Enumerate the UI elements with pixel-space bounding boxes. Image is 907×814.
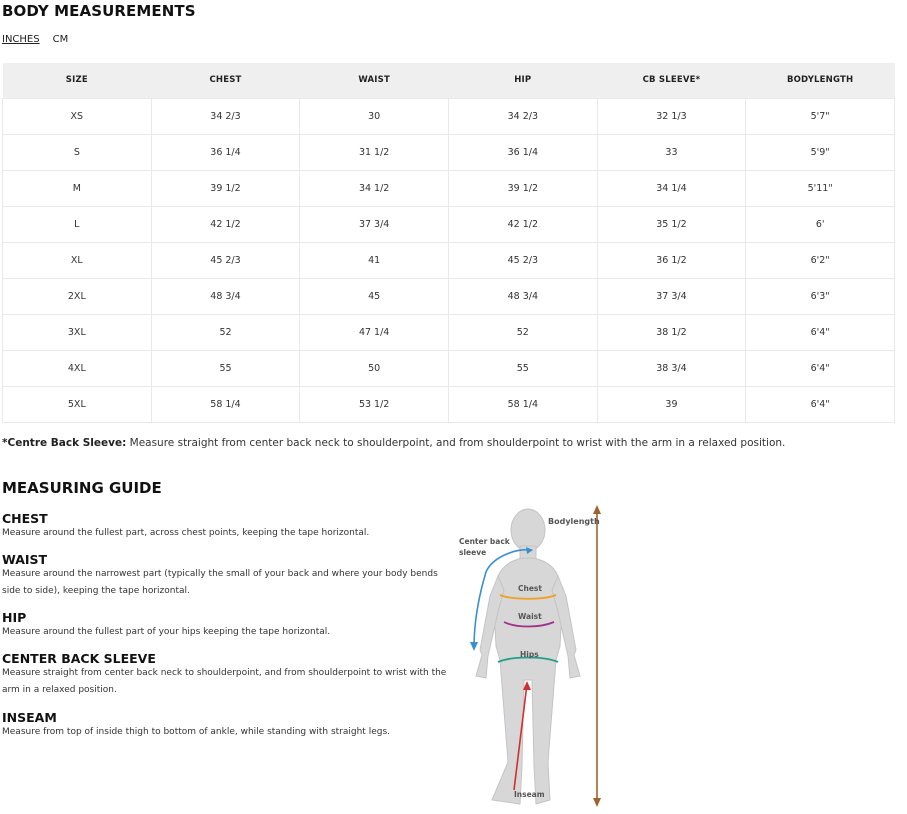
guide-heading: WAIST (2, 552, 48, 567)
table-cell: 53 1/2 (300, 386, 449, 422)
table-cell: 52 (448, 314, 597, 350)
bodylength-line (593, 505, 601, 807)
table-row (3, 278, 895, 314)
table-row (3, 350, 895, 386)
footnote-text: Measure straight from center back neck to shoulderpoint, and from shoulderpoint to wrist with the arm in a relaxed position. (126, 437, 786, 449)
table-cell: 47 1/4 (300, 314, 449, 350)
table-cell: 35 1/2 (597, 206, 746, 242)
table-body (3, 98, 895, 422)
table-cell: 38 3/4 (597, 350, 746, 386)
table-cell: 48 3/4 (448, 278, 597, 314)
table-cell: 6'2" (746, 242, 895, 278)
chest-label: Chest (518, 584, 542, 593)
table-cell: 38 1/2 (597, 314, 746, 350)
inseam-label: Inseam (514, 790, 545, 799)
table-cell: 55 (151, 350, 300, 386)
table-row (3, 134, 895, 170)
table-row (3, 98, 895, 134)
table-cell: 6'3" (746, 278, 895, 314)
table-cell: S (3, 134, 152, 170)
table-cell: 5XL (3, 386, 152, 422)
unit-cm-link[interactable]: CM (52, 34, 69, 45)
table-cell: 36 1/4 (151, 134, 300, 170)
footnote-label: *Centre Back Sleeve: (2, 437, 127, 449)
table-cell: 34 1/2 (300, 170, 449, 206)
table-cell: 45 2/3 (151, 242, 300, 278)
table-cell: 36 1/4 (448, 134, 597, 170)
unit-toggle (2, 34, 68, 45)
guide-item-waist (2, 553, 447, 600)
header-size: SIZE (3, 63, 152, 98)
measuring-guide-title: MEASURING GUIDE (2, 479, 162, 497)
table-cell: 31 1/2 (300, 134, 449, 170)
table-cell: XS (3, 98, 152, 134)
guide-item-hip (2, 611, 447, 641)
table-cell: 5'7" (746, 98, 895, 134)
table-row (3, 170, 895, 206)
table-cell: 45 (300, 278, 449, 314)
waist-label: Waist (518, 612, 542, 621)
table-cell: 6' (746, 206, 895, 242)
table-cell: 6'4" (746, 386, 895, 422)
table-row (3, 242, 895, 278)
unit-inches-link[interactable]: INCHES (2, 34, 40, 45)
table-cell: 30 (300, 98, 449, 134)
table-cell: 58 1/4 (448, 386, 597, 422)
table-cell: 6'4" (746, 350, 895, 386)
table-cell: M (3, 170, 152, 206)
table-cell: 41 (300, 242, 449, 278)
guide-item-chest (2, 512, 447, 542)
table-cell: 5'11" (746, 170, 895, 206)
guide-text: Measure straight from center back neck to shoulderpoint, and from shoulderpoint to wrist with the arm in a relaxed position. (2, 668, 447, 695)
table-cell: 34 2/3 (151, 98, 300, 134)
table-cell: 34 2/3 (448, 98, 597, 134)
bodylength-label: Bodylength (548, 517, 600, 526)
guide-item-center-back-sleeve (2, 652, 447, 699)
table-cell: 52 (151, 314, 300, 350)
table-cell: 39 1/2 (448, 170, 597, 206)
cb-sleeve-label-line2: sleeve (459, 548, 487, 557)
size-chart-table (2, 63, 895, 423)
table-cell: 6'4" (746, 314, 895, 350)
cb-sleeve-label-line1: Center back (459, 537, 510, 546)
guide-heading: CHEST (2, 511, 48, 526)
table-cell: 42 1/2 (151, 206, 300, 242)
table-cell: 50 (300, 350, 449, 386)
guide-item-inseam (2, 711, 447, 741)
hips-label: Hips (520, 650, 539, 659)
page-title: BODY MEASUREMENTS (2, 2, 196, 20)
guide-text: Measure around the narrowest part (typically the small of your back and where your body bends side to side), keeping the tape horizontal. (2, 569, 438, 596)
table-cell: 34 1/4 (597, 170, 746, 206)
table-cell: 45 2/3 (448, 242, 597, 278)
table-cell: XL (3, 242, 152, 278)
table-cell: 58 1/4 (151, 386, 300, 422)
header-waist: WAIST (300, 63, 449, 98)
guide-heading: HIP (2, 610, 27, 625)
cb-sleeve-footnote (2, 437, 785, 449)
table-cell: 33 (597, 134, 746, 170)
table-cell: 36 1/2 (597, 242, 746, 278)
header-bodylength: BODYLENGTH (746, 63, 895, 98)
table-header-row (3, 63, 895, 98)
header-cb-sleeve: CB SLEEVE* (597, 63, 746, 98)
table-cell: 4XL (3, 350, 152, 386)
table-cell: 37 3/4 (597, 278, 746, 314)
guide-heading: CENTER BACK SLEEVE (2, 651, 156, 666)
table-cell: 39 1/2 (151, 170, 300, 206)
table-row (3, 206, 895, 242)
table-cell: 3XL (3, 314, 152, 350)
table-cell: 39 (597, 386, 746, 422)
table-cell: L (3, 206, 152, 242)
table-cell: 55 (448, 350, 597, 386)
header-chest: CHEST (151, 63, 300, 98)
header-hip: HIP (448, 63, 597, 98)
guide-text: Measure around the fullest part, across chest points, keeping the tape horizontal. (2, 528, 370, 538)
table-cell: 37 3/4 (300, 206, 449, 242)
table-cell: 2XL (3, 278, 152, 314)
table-row (3, 314, 895, 350)
guide-text: Measure from top of inside thigh to bottom of ankle, while standing with straight legs. (2, 727, 390, 737)
table-cell: 42 1/2 (448, 206, 597, 242)
table-cell: 32 1/3 (597, 98, 746, 134)
table-row (3, 386, 895, 422)
table-cell: 48 3/4 (151, 278, 300, 314)
guide-text: Measure around the fullest part of your hips keeping the tape horizontal. (2, 627, 331, 637)
table-cell: 5'9" (746, 134, 895, 170)
guide-heading: INSEAM (2, 710, 57, 725)
body-measurement-diagram (452, 500, 612, 812)
